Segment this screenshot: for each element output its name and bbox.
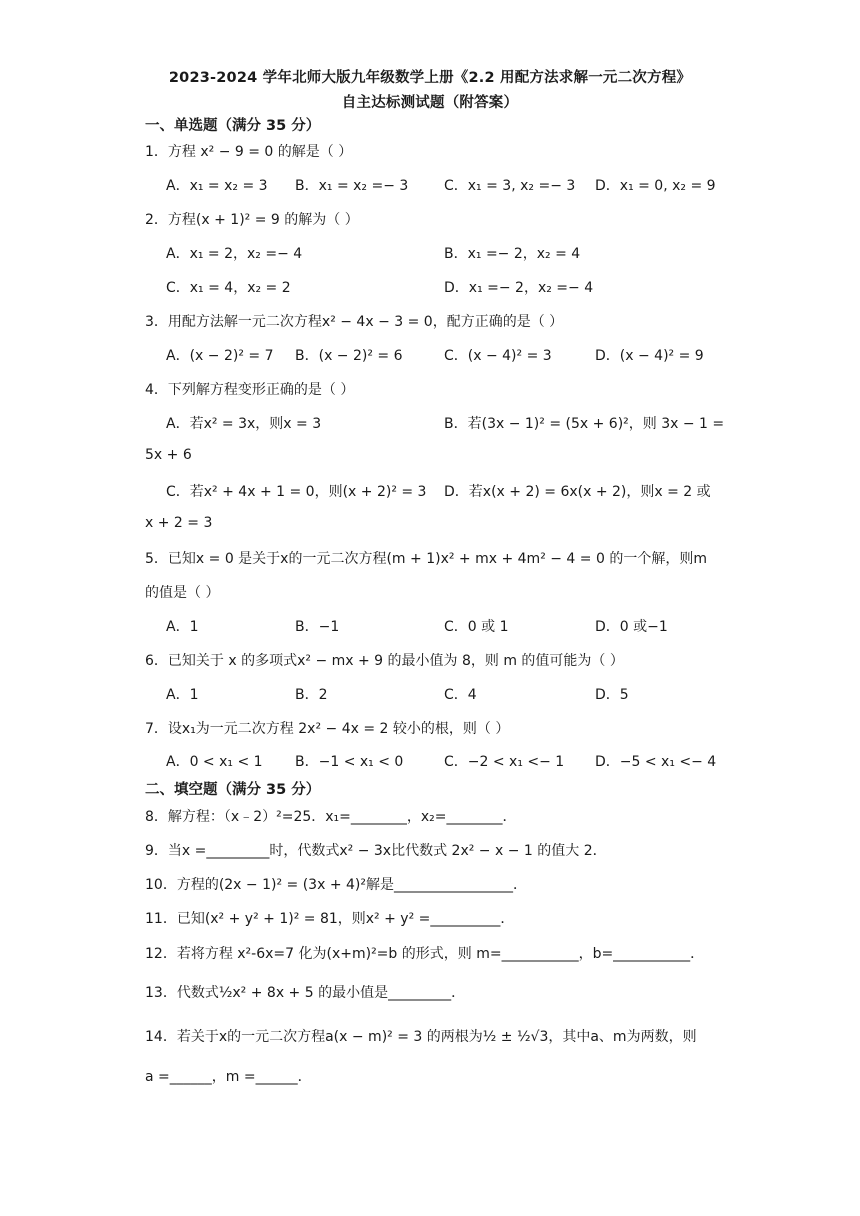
- question-4-option-b-continued: 5x + 6: [145, 447, 192, 463]
- question-7-option-c: C．−2 < x₁ <− 1: [444, 754, 565, 770]
- question-1-option-b: B．x₁ = x₂ =− 3: [295, 178, 409, 194]
- question-14-continued: a =______，m =______．: [145, 1069, 312, 1085]
- question-6-option-b: B．2: [295, 687, 328, 703]
- question-5-option-c: C．0 或 1: [444, 619, 509, 635]
- question-1-option-c: C．x₁ = 3, x₂ =− 3: [444, 178, 576, 194]
- question-5-option-a: A．1: [166, 619, 199, 635]
- question-7-option-a: A．0 < x₁ < 1: [166, 754, 263, 770]
- question-3-stem: 3．用配方法解一元二次方程x² − 4x − 3 = 0，配方正确的是（ ）: [145, 314, 564, 330]
- question-3-option-d: D．(x − 4)² = 9: [595, 348, 704, 364]
- question-3-option-b: B．(x − 2)² = 6: [295, 348, 403, 364]
- question-4-option-d-continued: x + 2 = 3: [145, 515, 213, 531]
- question-6-option-c: C．4: [444, 687, 477, 703]
- question-6-option-d: D．5: [595, 687, 629, 703]
- question-11: 11．已知(x² + y² + 1)² = 81，则x² + y² =__________．: [145, 911, 515, 927]
- section-heading-single-choice: 一、单选题（满分 35 分）: [145, 118, 321, 134]
- question-2-stem: 2．方程(x + 1)² = 9 的解为（ ）: [145, 212, 359, 228]
- question-2-option-a: A．x₁ = 2，x₂ =− 4: [166, 246, 303, 262]
- question-4-option-a: A．若x² = 3x，则x = 3: [166, 416, 322, 432]
- question-4-option-d: D．若x(x + 2) = 6x(x + 2)，则x = 2 或: [444, 484, 711, 500]
- question-2-option-d: D．x₁ =− 2，x₂ =− 4: [444, 280, 594, 296]
- document-title: 2023-2024 学年北师大版九年级数学上册《2.2 用配方法求解一元二次方程》: [168, 70, 692, 86]
- question-13: 13．代数式½x² + 8x + 5 的最小值是_________．: [145, 985, 466, 1001]
- question-4-stem: 4．下列解方程变形正确的是（ ）: [145, 382, 355, 398]
- question-3-option-c: C．(x − 4)² = 3: [444, 348, 552, 364]
- question-7-stem: 7．设x₁为一元二次方程 2x² − 4x = 2 较小的根，则（ ）: [145, 721, 510, 737]
- question-1-option-d: D．x₁ = 0, x₂ = 9: [595, 178, 716, 194]
- question-5-stem: 5．已知x = 0 是关于x的一元二次方程(m + 1)x² + mx + 4m² − 4 = 0 的一个解，则m: [145, 551, 707, 567]
- question-10: 10．方程的(2x − 1)² = (3x + 4)²解是_________________．: [145, 877, 527, 893]
- question-6-option-a: A．1: [166, 687, 199, 703]
- question-1-stem: 1．方程 x² − 9 = 0 的解是（ ）: [145, 144, 353, 160]
- document-subtitle: 自主达标测试题（附答案）: [341, 95, 519, 111]
- question-4-option-c: C．若x² + 4x + 1 = 0，则(x + 2)² = 3: [166, 484, 427, 500]
- question-3-option-a: A．(x − 2)² = 7: [166, 348, 274, 364]
- question-14: 14．若关于x的一元二次方程a(x − m)² = 3 的两根为½ ± ½√3，其中a、m为两数，则: [145, 1029, 697, 1045]
- question-7-option-b: B．−1 < x₁ < 0: [295, 754, 404, 770]
- section-heading-fill-in: 二、填空题（满分 35 分）: [145, 782, 321, 798]
- question-4-option-b: B．若(3x − 1)² = (5x + 6)²，则 3x − 1 =: [444, 416, 725, 432]
- question-12: 12．若将方程 x²-6x=7 化为(x+m)²=b 的形式，则 m=___________，b=___________．: [145, 946, 705, 962]
- question-2-option-c: C．x₁ = 4，x₂ = 2: [166, 280, 291, 296]
- question-9: 9．当x =_________时，代数式x² − 3x比代数式 2x² − x − 1 的值大 2．: [145, 843, 607, 859]
- question-5-stem-continued: 的值是（ ）: [145, 585, 220, 601]
- question-5-option-d: D．0 或−1: [595, 619, 668, 635]
- question-5-option-b: B．−1: [295, 619, 340, 635]
- question-6-stem: 6．已知关于 x 的多项式x² − mx + 9 的最小值为 8，则 m 的值可能为（ ）: [145, 653, 624, 669]
- question-1-option-a: A．x₁ = x₂ = 3: [166, 178, 268, 194]
- question-8: 8．解方程：（x﹣2）²=25．x₁=________，x₂=________．: [145, 809, 517, 825]
- question-2-option-b: B．x₁ =− 2，x₂ = 4: [444, 246, 581, 262]
- question-7-option-d: D．−5 < x₁ <− 4: [595, 754, 717, 770]
